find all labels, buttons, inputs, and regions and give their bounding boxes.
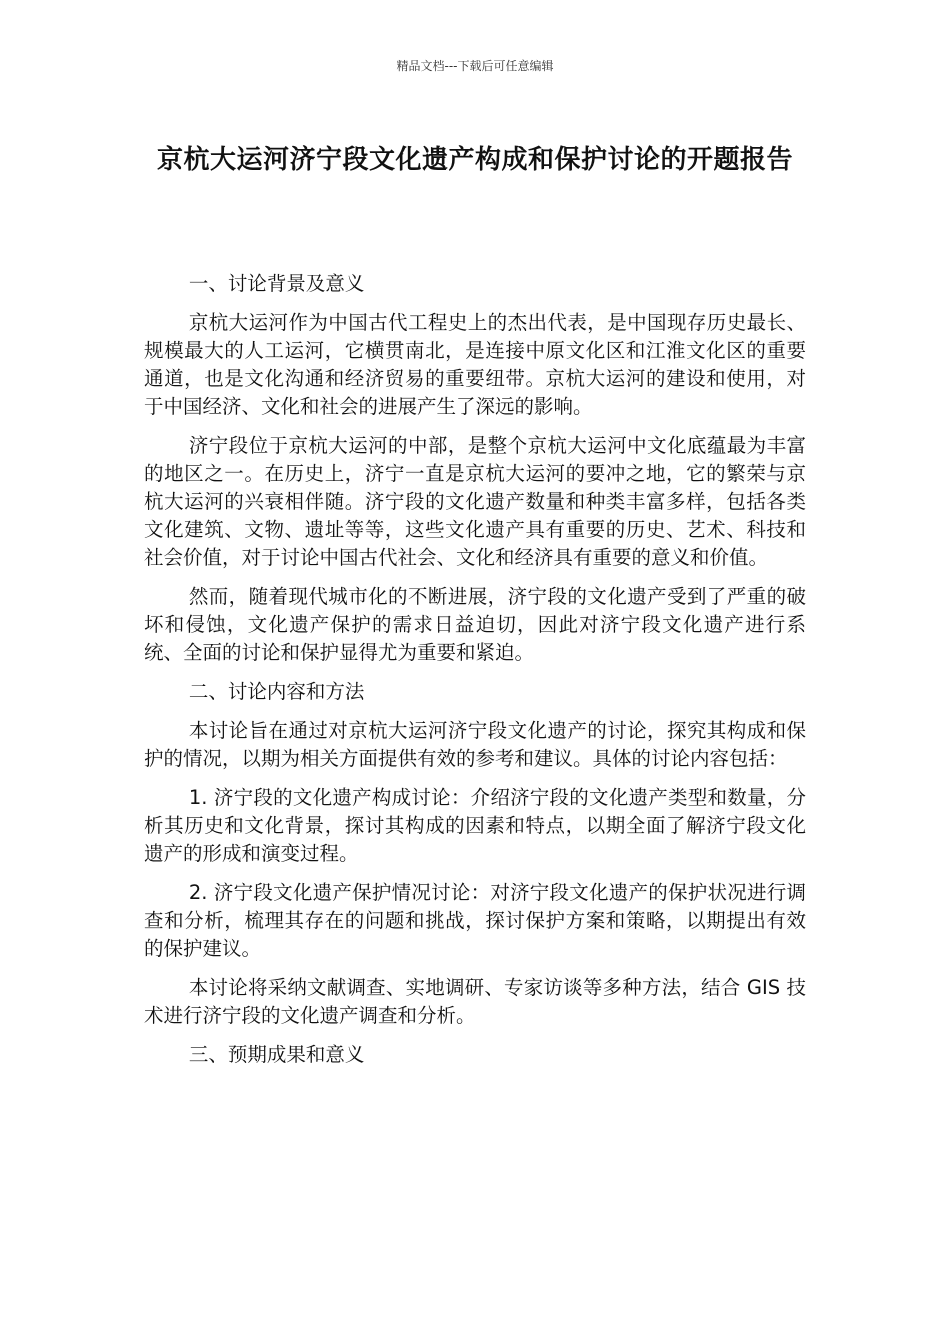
section-heading-content-methods: 二、讨论内容和方法: [188, 680, 365, 703]
paragraph: 京杭大运河作为中国古代工程史上的杰出代表，是中国现存历史最长、规模最大的人工运河，它横贯南北，是连接中原文化区和江淮文化区的重要通道，也是文化沟通和经济贸易的重要纽带。京杭大运河的建设和使用，对于中国经济、文化和社会的进展产生了深远的影响。: [144, 311, 806, 418]
list-item-paragraph: 1. 济宁段的文化遗产构成讨论：介绍济宁段的文化遗产类型和数量，分析其历史和文化背景，探讨其构成的因素和特点，以期全面了解济宁段文化遗产的形成和演变过程。: [144, 786, 806, 865]
document-body: [144, 270, 806, 1080]
header-note: 精品文档---下载后可任意编辑: [396, 59, 554, 73]
paragraph: 本讨论旨在通过对京杭大运河济宁段文化遗产的讨论，探究其构成和保护的情况，以期为相关方面提供有效的参考和建议。具体的讨论内容包括：: [144, 719, 806, 770]
list-item-paragraph: 2. 济宁段文化遗产保护情况讨论：对济宁段文化遗产的保护状况进行调查和分析，梳理其存在的问题和挑战，探讨保护方案和策略，以期提出有效的保护建议。: [144, 881, 806, 960]
section-heading-background: 一、讨论背景及意义: [188, 272, 365, 295]
paragraph: 然而，随着现代城市化的不断进展，济宁段的文化遗产受到了严重的破坏和侵蚀，文化遗产保护的需求日益迫切，因此对济宁段文化遗产进行系统、全面的讨论和保护显得尤为重要和紧迫。: [144, 585, 806, 664]
document-title: 京杭大运河济宁段文化遗产构成和保护讨论的开题报告: [156, 145, 793, 175]
paragraph: 本讨论将采纳文献调查、实地调研、专家访谈等多种方法，结合 GIS 技术进行济宁段的文化遗产调查和分析。: [144, 976, 806, 1027]
paragraph: 济宁段位于京杭大运河的中部，是整个京杭大运河中文化底蕴最为丰富的地区之一。在历史上，济宁一直是京杭大运河的要冲之地，它的繁荣与京杭大运河的兴衰相伴随。济宁段的文化遗产数量和种类丰富多样，包括各类文化建筑、文物、遗址等等，这些文化遗产具有重要的历史、艺术、科技和社会价值，对于讨论中国古代社会、文化和经济具有重要的意义和价值。: [144, 434, 806, 569]
section-heading-expected-results: 三、预期成果和意义: [188, 1043, 365, 1066]
